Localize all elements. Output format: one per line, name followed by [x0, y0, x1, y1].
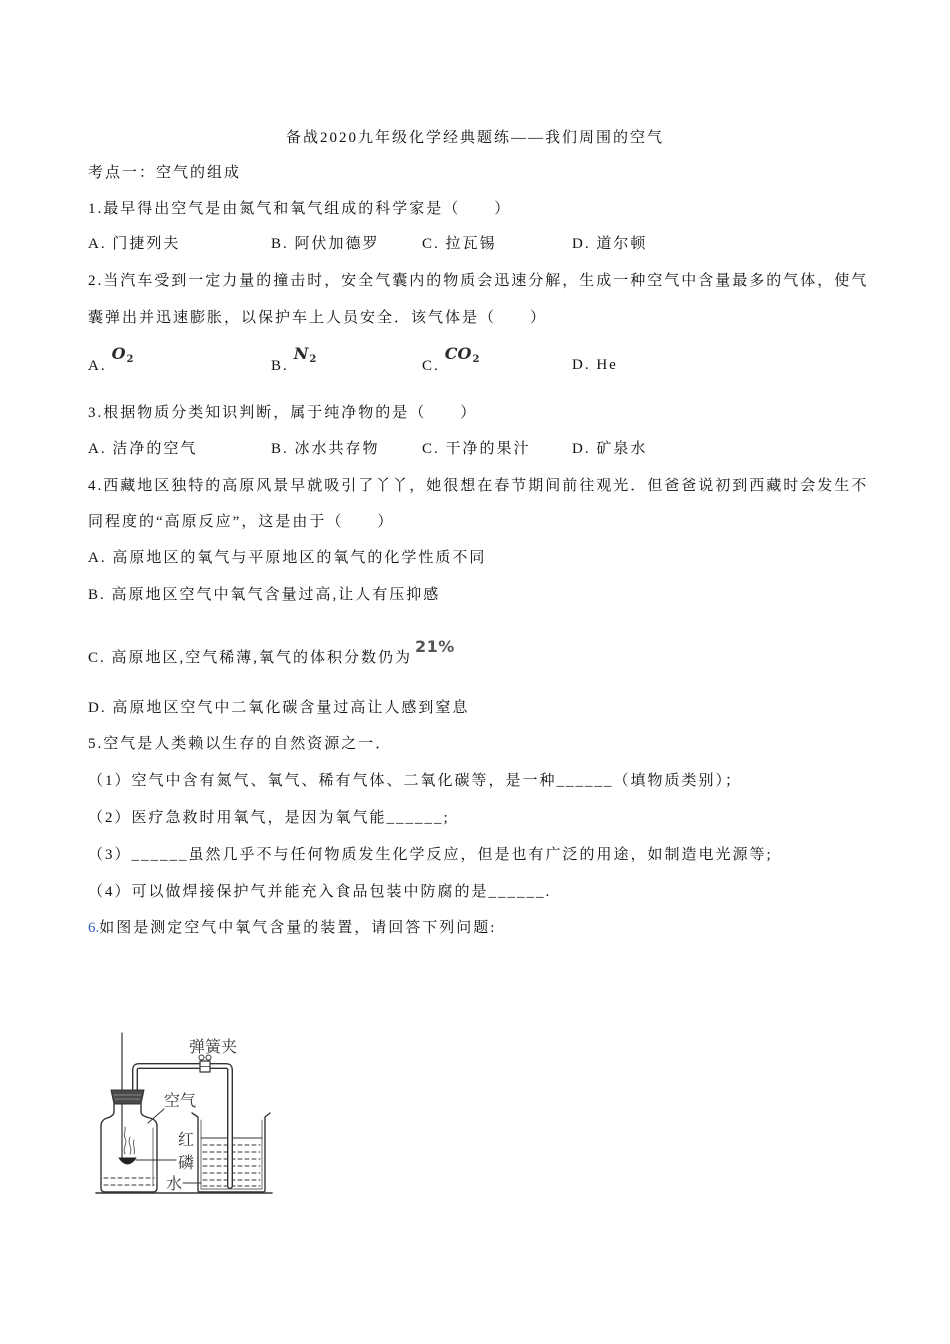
option-label: A.: [88, 358, 107, 374]
question-5-part-2: （2）医疗急救时用氧气，是因为氧气能______;: [88, 810, 450, 826]
question-4-option-b: B. 高原地区空气中氧气含量过高,让人有压抑感: [88, 587, 441, 603]
page-title: 备战2020九年级化学经典题练——我们周围的空气: [285, 130, 664, 146]
question-2-option-c: [422, 344, 480, 381]
percentage-value: 21%: [415, 637, 455, 656]
question-5-part-3: （3）______虽然几乎不与任何物质发生化学反应，但是也有广泛的用途，如制造电光源等;: [88, 847, 773, 863]
formula-subscript: 2: [126, 354, 134, 365]
question-1-option-d: D. 道尔顿: [572, 236, 648, 252]
question-2-options: [88, 344, 848, 375]
gas-collecting-bottle: [101, 1104, 157, 1192]
question-4-stem-line-1: 4.西藏地区独特的高原风景早就吸引了丫丫，她很想在春节期间前往观光．但爸爸说初到西藏时会发生不: [88, 478, 869, 494]
flame-icon: [124, 1127, 126, 1154]
formula-o2: [112, 344, 134, 370]
formula-base: N: [293, 344, 309, 363]
question-4-option-a: A. 高原地区的氧气与平原地区的氧气的化学性质不同: [88, 550, 487, 566]
rubber-stopper: [111, 1090, 144, 1104]
question-1-options: [88, 234, 848, 254]
red-phosphorus-label-1: 红: [177, 1130, 195, 1149]
question-2-option-a: [88, 344, 134, 381]
question-6-text: 如图是测定空气中氧气含量的装置，请回答下列问题:: [99, 920, 497, 936]
red-phosphorus-label-2: 磷: [177, 1153, 195, 1172]
formula-subscript: 2: [472, 354, 480, 365]
combustion-spoon-bowl: [119, 1158, 136, 1164]
water-label: 水: [165, 1174, 183, 1193]
question-3-option-d: D. 矿泉水: [572, 441, 648, 457]
question-4-option-c: [88, 637, 455, 667]
formula-base: O: [111, 344, 126, 363]
question-6-stem: [88, 918, 496, 938]
question-5-part-4: （4）可以做焊接保护气并能充入食品包装中防腐的是______.: [88, 884, 552, 900]
question-6-number: 6.: [88, 920, 100, 936]
question-3-option-c: C. 干净的果汁: [422, 441, 531, 457]
formula-n2: [294, 344, 317, 370]
air-label: 空气: [163, 1091, 197, 1110]
question-3-option-b: B. 冰水共存物: [271, 441, 380, 457]
question-4-stem-line-2: 同程度的“高原反应”，这是由于（ ）: [88, 514, 395, 530]
option-c-text: C. 高原地区,空气稀薄,氧气的体积分数仍为: [88, 650, 413, 666]
formula-subscript: 2: [309, 354, 317, 365]
question-3-options: [88, 439, 848, 459]
oxygen-content-apparatus-figure: [92, 1028, 277, 1200]
flame-icon: [129, 1137, 131, 1154]
question-4-option-d: D. 高原地区空气中二氧化碳含量过高让人感到窒息: [88, 700, 470, 716]
question-1-option-a: A. 门捷列夫: [88, 236, 181, 252]
spring-clamp-label: 弹簧夹: [188, 1037, 238, 1056]
question-2-stem-line-2: 囊弹出并迅速膨胀，以保护车上人员安全．该气体是（ ）: [88, 310, 548, 326]
section-heading: 考点一：空气的组成: [88, 165, 242, 181]
question-2-stem-line-1: 2.当汽车受到一定力量的撞击时，安全气囊内的物质会迅速分解，生成一种空气中含量最多的气体，使气: [88, 273, 869, 289]
question-5-stem: 5.空气是人类赖以生存的自然资源之一．: [88, 736, 393, 752]
formula-base: CO: [444, 344, 472, 363]
question-3-stem: 3.根据物质分类知识判断，属于纯净物的是（ ）: [88, 405, 478, 421]
option-label: B.: [271, 358, 289, 374]
question-1-option-c: C. 拉瓦锡: [422, 236, 497, 252]
formula-co2: [445, 344, 480, 370]
question-2-option-d: D. He: [572, 357, 618, 373]
question-2-option-b: [271, 344, 317, 381]
question-5-part-1: （1）空气中含有氮气、氧气、稀有气体、二氧化碳等，是一种______（填物质类别）；: [88, 773, 743, 789]
question-1-option-b: B. 阿伏加德罗: [271, 236, 380, 252]
question-3-option-a: A. 洁净的空气: [88, 441, 198, 457]
flame-icon: [133, 1140, 134, 1154]
option-label: C.: [422, 358, 440, 374]
question-1-stem: 1.最早得出空气是由氮气和氧气组成的科学家是（ ）: [88, 201, 512, 217]
